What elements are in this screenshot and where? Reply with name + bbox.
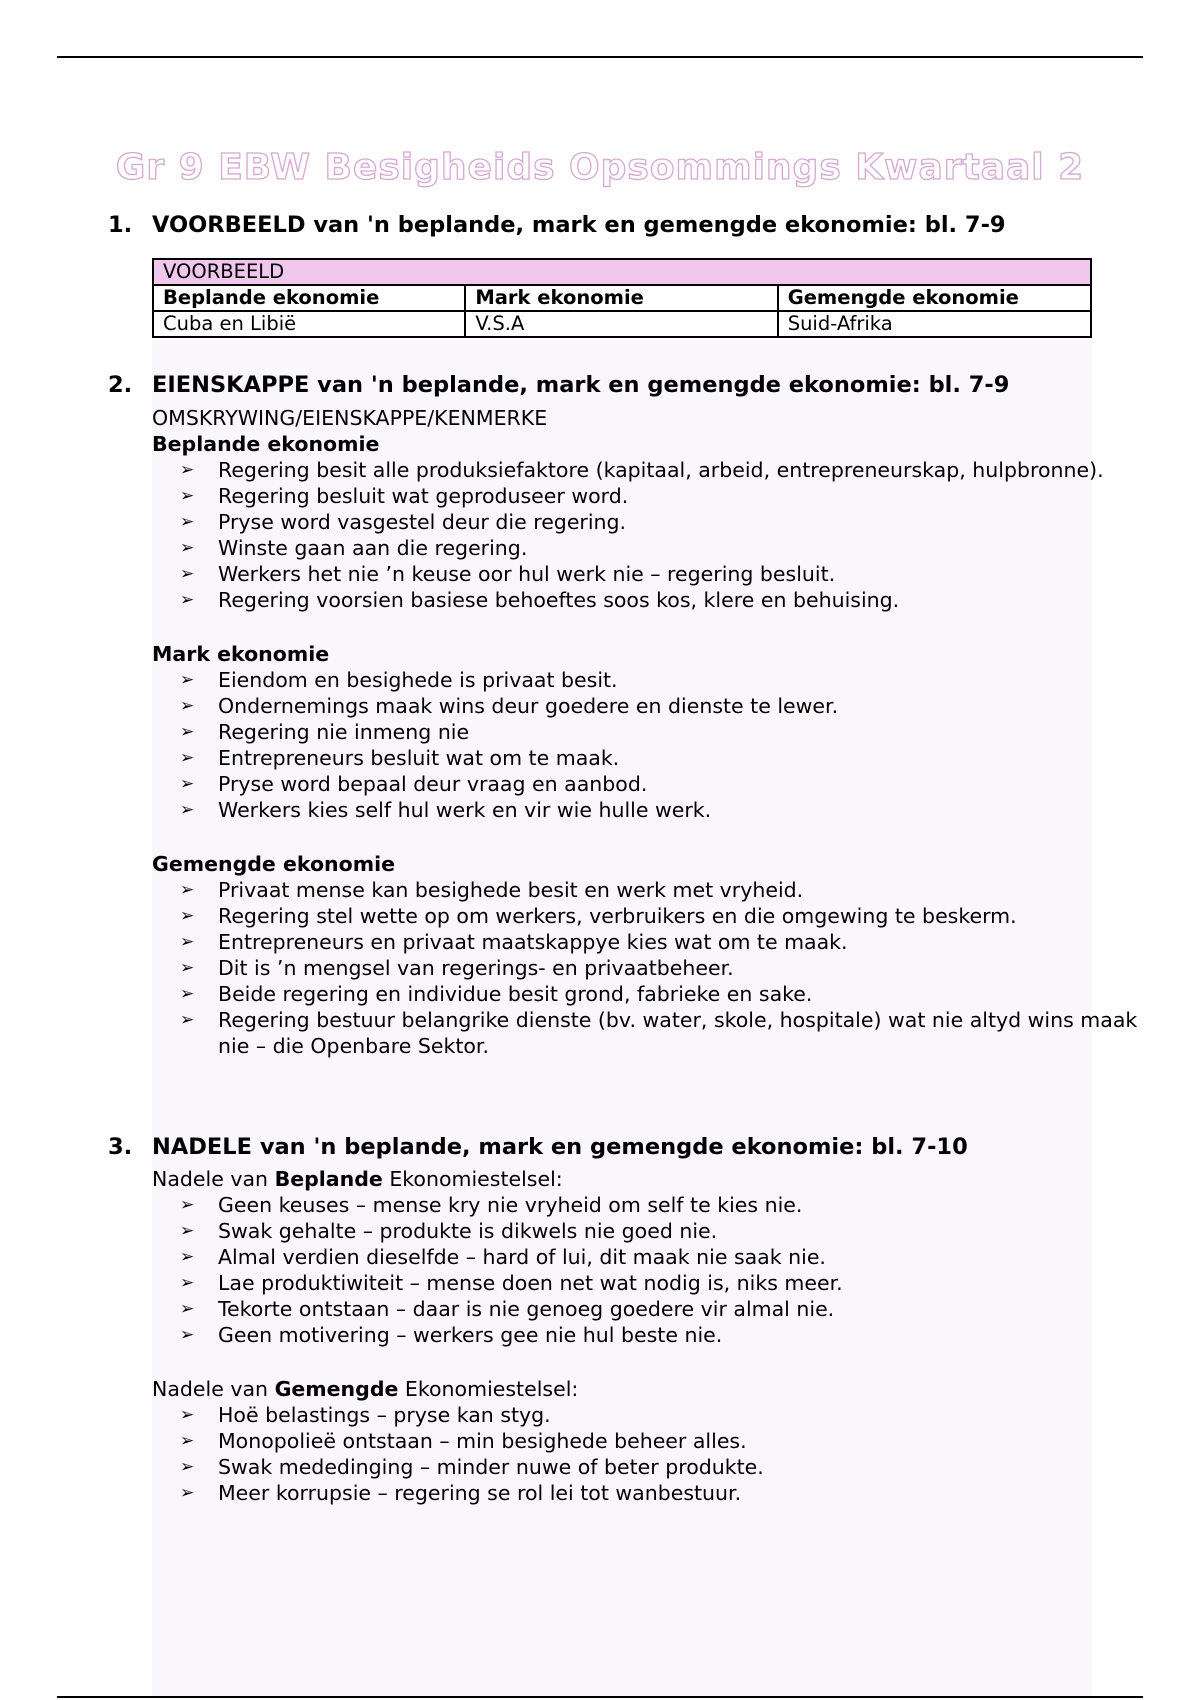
- table-cell-mixed: Suid-Afrika: [778, 311, 1091, 337]
- arrow-bullet-icon: ➢: [180, 696, 195, 716]
- section-1-title: VOORBEELD van 'n beplande, mark en gemengde ekonomie: bl. 7-9: [152, 212, 1006, 238]
- list-item: ➢ Swak mededinging – minder nuwe of beter produkte.: [180, 1455, 764, 1479]
- arrow-bullet-icon: ➢: [180, 748, 195, 768]
- arrow-bullet-icon: ➢: [180, 1010, 195, 1030]
- section-3-number: 3.: [108, 1134, 133, 1160]
- list-item: ➢ Swak gehalte – produkte is dikwels nie goed nie.: [180, 1219, 718, 1243]
- section-2-intro: OMSKRYWING/EIENSKAPPE/KENMERKE: [152, 406, 548, 430]
- mixed-disadvantages-list: [152, 1402, 1158, 1506]
- example-table-band: VOORBEELD: [153, 259, 1091, 285]
- section-2-body: [152, 405, 1158, 1059]
- arrow-bullet-icon: ➢: [180, 984, 195, 1004]
- arrow-bullet-icon: ➢: [180, 958, 195, 978]
- arrow-bullet-icon: ➢: [180, 564, 195, 584]
- list-item: ➢ Regering besluit wat geproduseer word.: [180, 484, 629, 508]
- arrow-bullet-icon: ➢: [180, 1325, 195, 1345]
- planned-economy-list: [152, 457, 1158, 613]
- list-item: ➢ Tekorte ontstaan – daar is nie genoeg goedere vir almal nie.: [180, 1297, 835, 1321]
- list-item: ➢ Werkers kies self hul werk en vir wie hulle werk.: [180, 798, 712, 822]
- list-item: ➢ Lae produktiwiteit – mense doen net wat nodig is, niks meer.: [180, 1271, 843, 1295]
- section-2-title: EIENSKAPPE van 'n beplande, mark en gemengde ekonomie: bl. 7-9: [152, 372, 1010, 398]
- table-cell-planned: Cuba en Libië: [153, 311, 465, 337]
- list-item: ➢ Geen motivering – werkers gee nie hul beste nie.: [180, 1323, 723, 1347]
- arrow-bullet-icon: ➢: [180, 1273, 195, 1293]
- mixed-economy-list: [152, 877, 1158, 1059]
- market-economy-title: Mark ekonomie: [152, 642, 330, 666]
- table-header-market: Mark ekonomie: [465, 285, 777, 311]
- section-1-heading: [108, 209, 1006, 241]
- arrow-bullet-icon: ➢: [180, 906, 195, 926]
- mixed-disadvantages-title: Nadele van Gemengde Ekonomiestelsel:: [152, 1377, 579, 1401]
- list-item: ➢ Regering nie inmeng nie: [180, 720, 470, 744]
- arrow-bullet-icon: ➢: [180, 722, 195, 742]
- list-item: ➢ Eiendom en besighede is privaat besit.: [180, 668, 618, 692]
- table-header-planned: Beplande ekonomie: [153, 285, 465, 311]
- list-item: ➢ Hoë belastings – pryse kan styg.: [180, 1403, 551, 1427]
- arrow-bullet-icon: ➢: [180, 590, 195, 610]
- list-item: ➢ Beide regering en individue besit grond, fabrieke en sake.: [180, 982, 813, 1006]
- arrow-bullet-icon: ➢: [180, 1483, 195, 1503]
- list-item: ➢ Regering voorsien basiese behoeftes soos kos, klere en behuising.: [180, 588, 900, 612]
- arrow-bullet-icon: ➢: [180, 880, 195, 900]
- arrow-bullet-icon: ➢: [180, 1405, 195, 1425]
- arrow-bullet-icon: ➢: [180, 512, 195, 532]
- list-item: ➢ Privaat mense kan besighede besit en werk met vryheid.: [180, 878, 804, 902]
- list-item: ➢ Ondernemings maak wins deur goedere en dienste te lewer.: [180, 694, 839, 718]
- arrow-bullet-icon: ➢: [180, 1247, 195, 1267]
- table-cell-market: V.S.A: [465, 311, 777, 337]
- list-item: ➢ Entrepreneurs en privaat maatskappye kies wat om te maak.: [180, 930, 848, 954]
- arrow-bullet-icon: ➢: [180, 1457, 195, 1477]
- list-item: ➢ Meer korrupsie – regering se rol lei tot wanbestuur.: [180, 1481, 742, 1505]
- list-item: ➢ Monopolieë ontstaan – min besighede beheer alles.: [180, 1429, 747, 1453]
- market-economy-list: [152, 667, 1158, 823]
- section-3-heading: [108, 1131, 968, 1163]
- section-3-body: [152, 1166, 1158, 1506]
- list-item: ➢ Regering besit alle produksiefaktore (kapitaal, arbeid, entrepreneurskap, hulpbronne).: [180, 458, 1104, 482]
- arrow-bullet-icon: ➢: [180, 800, 195, 820]
- arrow-bullet-icon: ➢: [180, 670, 195, 690]
- list-item: ➢ Geen keuses – mense kry nie vryheid om self te kies nie.: [180, 1193, 803, 1217]
- list-item: ➢ Regering bestuur belangrike dienste (bv. water, skole, hospitale) wat nie altyd wins maak nie – die Openbare Sektor.: [180, 1008, 1138, 1058]
- arrow-bullet-icon: ➢: [180, 1431, 195, 1451]
- section-3-title: NADELE van 'n beplande, mark en gemengde ekonomie: bl. 7-10: [152, 1134, 968, 1160]
- list-item: ➢ Entrepreneurs besluit wat om te maak.: [180, 746, 620, 770]
- arrow-bullet-icon: ➢: [180, 774, 195, 794]
- arrow-bullet-icon: ➢: [180, 460, 195, 480]
- planned-disadvantages-list: [152, 1192, 1158, 1348]
- planned-economy-title: Beplande ekonomie: [152, 432, 380, 456]
- section-2-number: 2.: [108, 372, 133, 398]
- mixed-economy-title: Gemengde ekonomie: [152, 852, 396, 876]
- section-2-heading: [108, 369, 1009, 401]
- arrow-bullet-icon: ➢: [180, 1195, 195, 1215]
- bottom-rule: [57, 1696, 1143, 1698]
- section-1-number: 1.: [108, 212, 133, 238]
- list-item: ➢ Regering stel wette op om werkers, verbruikers en die omgewing te beskerm.: [180, 904, 1017, 928]
- list-item: ➢ Dit is ’n mengsel van regerings- en privaatbeheer.: [180, 956, 734, 980]
- list-item: ➢ Winste gaan aan die regering.: [180, 536, 528, 560]
- planned-disadvantages-title: Nadele van Beplande Ekonomiestelsel:: [152, 1167, 563, 1191]
- table-header-mixed: Gemengde ekonomie: [778, 285, 1091, 311]
- list-item: ➢ Werkers het nie ’n keuse oor hul werk nie – regering besluit.: [180, 562, 836, 586]
- list-item: ➢ Almal verdien dieselfde – hard of lui, dit maak nie saak nie.: [180, 1245, 826, 1269]
- top-rule: [57, 56, 1143, 58]
- arrow-bullet-icon: ➢: [180, 1299, 195, 1319]
- arrow-bullet-icon: ➢: [180, 932, 195, 952]
- list-item: ➢ Pryse word bepaal deur vraag en aanbod.: [180, 772, 648, 796]
- list-item: ➢ Pryse word vasgestel deur die regering.: [180, 510, 627, 534]
- arrow-bullet-icon: ➢: [180, 486, 195, 506]
- example-table: [152, 258, 1092, 338]
- arrow-bullet-icon: ➢: [180, 1221, 195, 1241]
- arrow-bullet-icon: ➢: [180, 538, 195, 558]
- page-title: Gr 9 EBW Besigheids Opsommings Kwartaal 2: [115, 147, 1085, 188]
